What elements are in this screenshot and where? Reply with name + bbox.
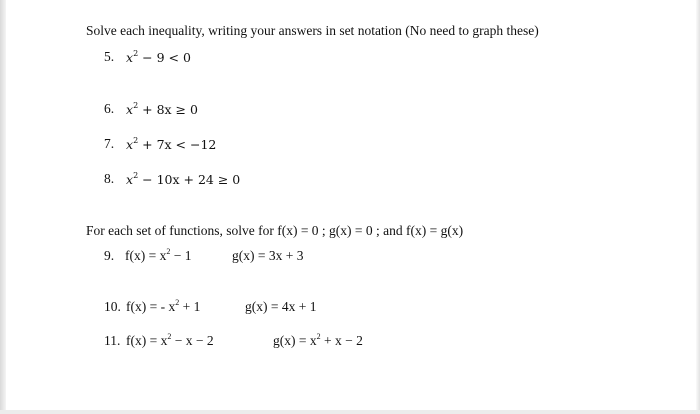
g-function: $g(x) = x^2 + x - 2$ [273,332,363,348]
problem-number: 10. [104,299,121,314]
problem-expression: $x^2 - 10x + 24 \ge 0$ [126,171,241,187]
problem-number: 5. [104,49,115,64]
g-function: g(x) = 4x + 1 [245,299,317,314]
problem-number: 7. [104,136,115,151]
f-function: $f(x) = x^2 - x - 2$ [126,332,214,348]
problem-number: 6. [104,101,115,116]
page-bottom-edge [0,410,700,414]
inequalities-instruction: Solve each inequality, writing your answers in set notation (No need to graph these) [86,23,539,38]
problem-number: 8. [104,171,115,186]
f-function: f(x) = - $x^2 + 1$ [126,298,201,314]
page-right-shadow [696,0,700,414]
problem-expression: $x^2 + 7x < -12$ [126,136,217,152]
problem-number: 9. [104,248,115,263]
f-function: $f(x) = x^2 - 1$ [125,247,192,263]
g-function: g(x) = 3x + 3 [232,248,304,263]
functions-instruction: For each set of functions, solve for f(x) = 0 ; g(x) = 0 ; and f(x) = g(x) [86,223,464,238]
problem-expression: $x^2 - 9 < 0$ [126,49,191,65]
problem-number: 11. [104,333,121,348]
problem-expression: $x^2 + 8x \ge 0$ [126,101,198,117]
page-left-shadow [0,0,6,414]
